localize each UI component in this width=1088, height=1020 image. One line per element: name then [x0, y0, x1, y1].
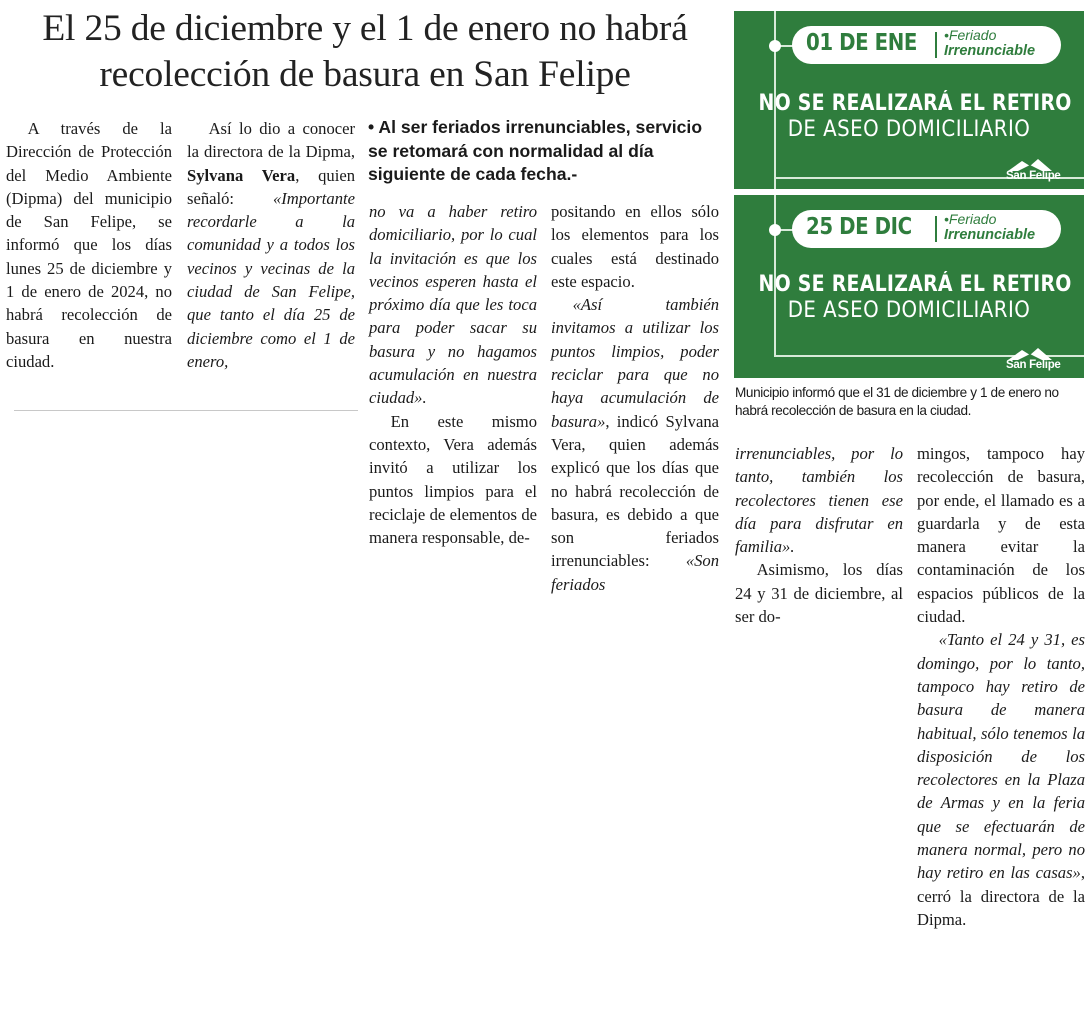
banner-christmas: [734, 195, 1084, 378]
article-column-1: [6, 117, 172, 373]
quote: «Así también invitamos a utilizar los puntos limpios, poder reciclar para que no haya acumulación de basura»: [551, 295, 719, 431]
banner-new-year: [734, 11, 1084, 189]
holiday-tag-bold: Irrenunciable: [944, 227, 1036, 243]
article-column-6: [917, 442, 1085, 931]
bullet-dot: [769, 40, 781, 52]
banner-message-line-2: DE ASEO DOMICILIARIO: [787, 298, 1031, 323]
text-run: , cerró la directora de la Dipma.: [917, 863, 1085, 929]
subheadline: • Al ser feriados irrenunciables, servicio se retomará con normalidad al día siguiente de cada fecha.-: [368, 117, 703, 184]
text-run: Así lo dio a conocer la directora de la Dipma,: [187, 119, 355, 162]
separator: [935, 216, 937, 242]
quote: «Importante recordarle a la comunidad y a todos los vecinos y vecinas de la ciudad de San Felipe, que tanto el día 25 de diciembre como el 1 de enero,: [187, 188, 355, 371]
quote: «Son feriados: [551, 551, 719, 594]
banner-message-line-1: NO SE REALIZARÁ EL RETIRO: [758, 272, 1072, 297]
image-caption: Municipio informó que el 31 de diciembre y 1 de enero no habrá recolección de basura en la ciudad.: [735, 385, 1059, 418]
san-felipe-logo: [1000, 157, 1064, 187]
paragraph: Asimismo, los días 24 y 31 de diciembre, al ser do-: [735, 560, 903, 627]
holiday-date: 01 DE ENE: [806, 30, 917, 56]
paragraph: mingos, tampoco hay recolección de basura, por ende, el llamado es a guardarla y de esta manera evitar la contaminación de los espacios públicos de la ciudad.: [917, 444, 1085, 627]
logo-text: San Felipe: [1006, 170, 1061, 182]
text-run: , quien señaló:: [187, 165, 355, 208]
paragraph: [551, 293, 719, 596]
quote: no va a haber retiro domiciliario, por lo cual la invitación es que los vecinos esperen hasta el próximo día que les toca para poder sacar su basura y no hagamos acumulación en nuestra ciudad».: [369, 202, 537, 408]
paragraph: [187, 117, 355, 373]
holiday-tag: •Feriado: [944, 27, 997, 43]
bullet-dot: [769, 224, 781, 236]
text-run: , indicó Sylvana Vera, quien además explicó que los días que no habrá recolección de basura, es debido a que son feriados irrenunciables:: [551, 411, 719, 571]
paragraph: A través de la Dirección de Protección del Medio Ambiente (Dipma) del municipio de San Felipe, se informó que los días lunes 25 de diciembre y 1 de enero de 2024, no habrá recolección de basura en nuestra ciudad.: [6, 119, 172, 371]
article-column-2: [187, 117, 355, 373]
paragraph: En este mismo contexto, Vera además invitó a utilizar los puntos limpios para el reciclaje de elementos de manera responsable, de-: [369, 411, 537, 548]
logo-text: San Felipe: [1006, 359, 1061, 371]
holiday-tag: •Feriado: [944, 211, 997, 227]
paragraph: [917, 628, 1085, 931]
date-pill: [792, 26, 1061, 64]
article-column-3: [369, 200, 537, 549]
column-divider: [14, 410, 358, 411]
banner-message-line-2: DE ASEO DOMICILIARIO: [787, 117, 1031, 142]
holiday-date: 25 DE DIC: [806, 214, 912, 240]
separator: [935, 32, 937, 58]
quote: «Tanto el 24 y 31, es domingo, por lo tanto, tampoco hay retiro de basura de manera habitual, sólo tenemos la disposición de los recolectores en la Plaza de Armas y en la feria que se efectuarán de manera normal, pero no hay retiro en las casas»: [917, 630, 1085, 883]
date-pill: [792, 210, 1061, 248]
quote: irrenunciables, por lo tanto, también los recolectores tienen ese día para disfrutar en familia».: [735, 444, 903, 557]
article-column-4: [551, 200, 719, 596]
article-column-5: [735, 442, 903, 628]
holiday-tag-bold: Irrenunciable: [944, 43, 1036, 59]
person-name: Sylvana Vera: [187, 165, 296, 185]
san-felipe-logo: [1000, 346, 1064, 376]
headline: El 25 de diciembre y el 1 de enero no habrá recolección de basura en San Felipe: [42, 8, 688, 95]
banner-message-line-1: NO SE REALIZARÁ EL RETIRO: [758, 91, 1072, 116]
paragraph: positando en ellos sólo los elementos para los cuales está destinado este espacio.: [551, 202, 719, 291]
